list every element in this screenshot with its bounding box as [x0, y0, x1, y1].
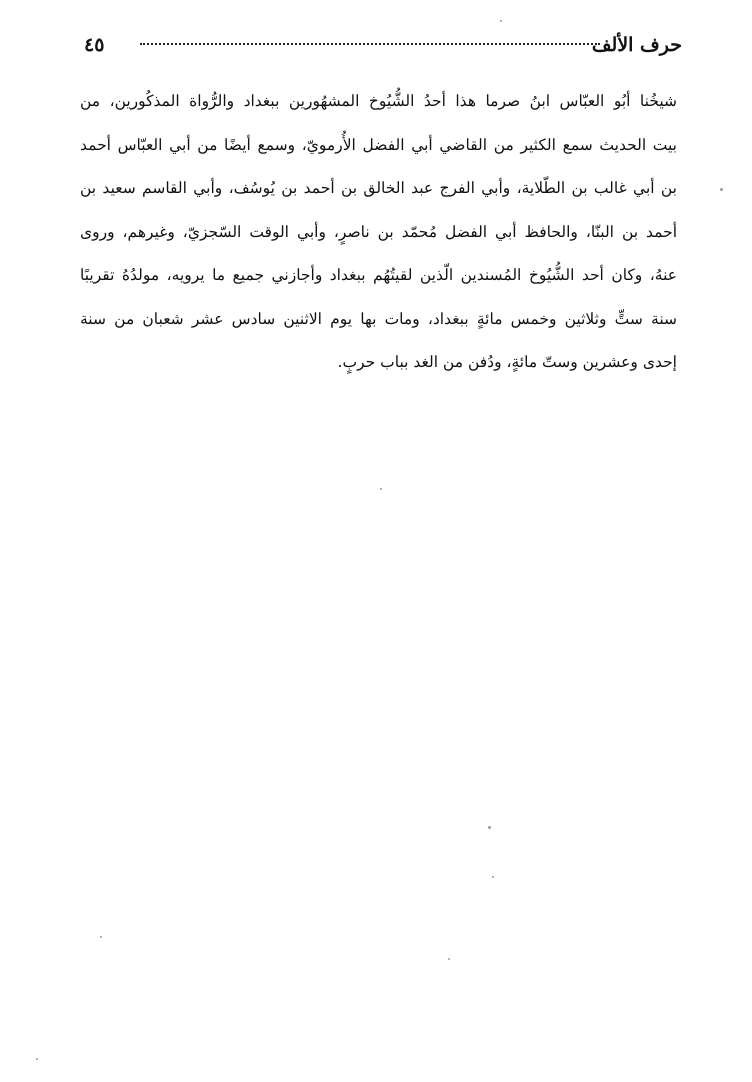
scan-speck [492, 876, 494, 878]
scan-speck [488, 826, 491, 829]
text-line: سنة ستٍّ وثلاثين وخمس مائةٍ ببغداد، ومات بها يوم الاثنين سادس عشر شعبان من سنة [80, 309, 677, 328]
scan-speck [100, 936, 102, 938]
scan-speck [448, 958, 450, 960]
text-line: إحدى وعشرين وستّ مائةٍ، ودُفن من الغد بباب حربٍ. [337, 353, 677, 371]
text-line: عنهُ، وكان أحد الشُّيُوخ المُسندين الّذين لقيتُهُم ببغداد وأجازني جميع ما يرويه، مولدُهُ تقريبًا [80, 266, 677, 284]
scan-speck [500, 20, 502, 22]
text-line: بن أبي غالب بن الطّلاية، وأبي الفرج عبد الخالق بن أحمد بن يُوسُف، وأبي القاسم سعيد بن [80, 179, 677, 197]
page-number: ٤٥ [84, 34, 105, 56]
scan-speck [720, 188, 723, 191]
running-title: حرف الألف [591, 34, 682, 56]
scan-speck [380, 488, 382, 490]
main-paragraph [80, 80, 677, 385]
page-header [82, 30, 682, 64]
dotted-leader [140, 43, 600, 45]
text-line: شيخُنا أبُو العبّاس ابنُ صرما هذا أحدُ الشُّيُوخ المشهُورين ببغداد والرُّواة المذكُورين، من [80, 92, 677, 110]
text-line: أحمد بن البنّا، والحافظ أبي الفضل مُحمّد بن ناصرٍ، وأبي الوقت السّجزيّ، وغيرهم، وروى [80, 222, 677, 241]
scan-speck [36, 1058, 38, 1060]
text-line: بيت الحديث سمع الكثير من القاضي أبي الفضل الأُرمويّ، وسمع أيضًا من أبي العبّاس أحمد [80, 135, 677, 154]
